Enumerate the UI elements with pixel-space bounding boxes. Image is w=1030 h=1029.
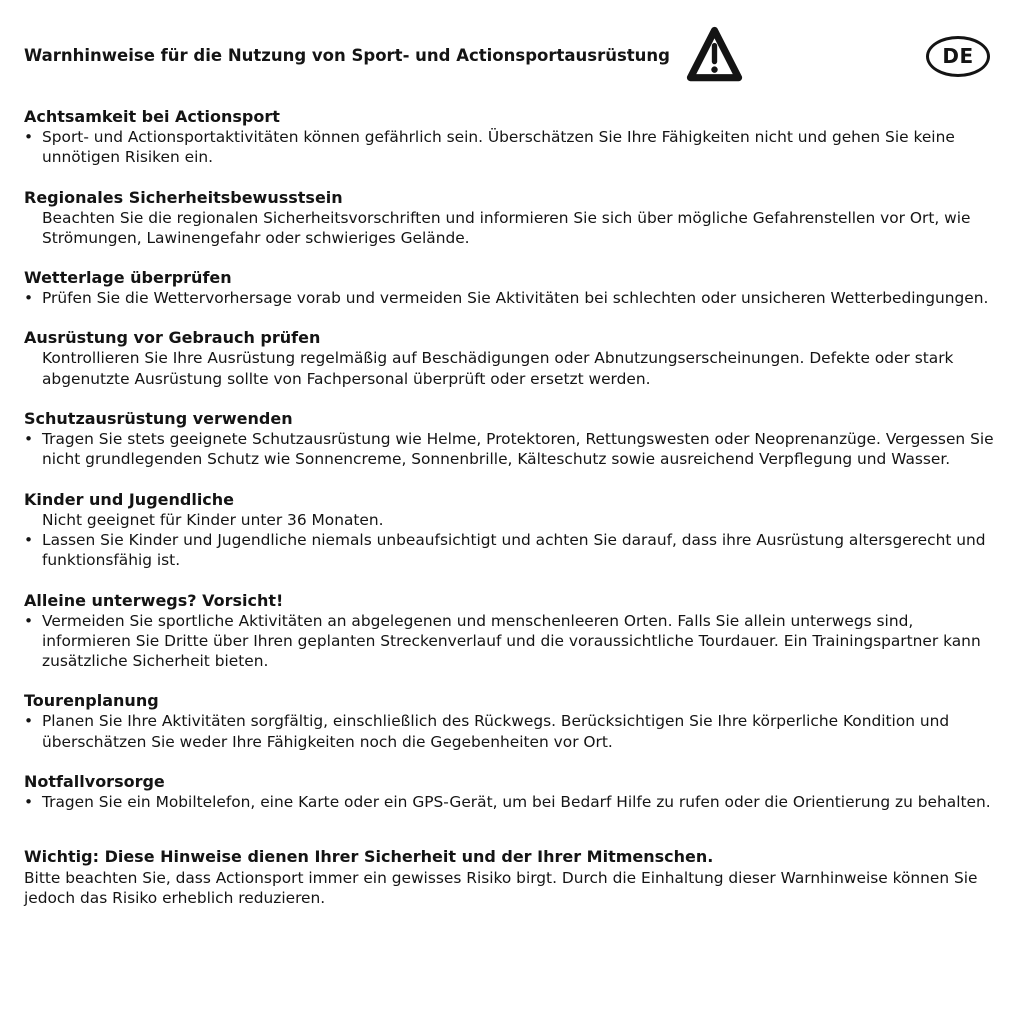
section-tourenplanung <box>24 691 994 752</box>
section-heading: Kinder und Jugendliche <box>24 489 235 509</box>
footer-text: Bitte beachten Sie, dass Actionsport immer ein gewisses Risiko birgt. Durch die Einhaltung dieser Warnhinweise können Sie jedoch das Risiko erheblich reduzieren. <box>24 868 978 907</box>
list-item <box>24 208 994 249</box>
section-ausruestung-pruefen <box>24 328 994 389</box>
section-heading: Regionales Sicherheitsbewusstsein <box>24 187 343 207</box>
bullet-icon: • <box>24 793 34 812</box>
warnings-body <box>24 107 994 812</box>
section-heading: Achtsamkeit bei Actionsport <box>24 107 280 126</box>
section-achtsamkeit <box>24 107 994 168</box>
section-notfallvorsorge <box>24 772 994 812</box>
bullet-icon: • <box>24 530 34 549</box>
list-item <box>24 510 994 530</box>
section-heading: Notfallvorsorge <box>24 772 165 792</box>
section-wetterlage <box>24 268 994 308</box>
list-item <box>24 530 994 571</box>
item-text: Prüfen Sie die Wettervorhersage vorab und vermeiden Sie Aktivitäten bei schlechten oder unsicheren Wetterbedingungen. <box>42 289 989 308</box>
section-heading: Ausrüstung vor Gebrauch prüfen <box>24 328 321 348</box>
section-alleine-unterwegs <box>24 591 994 672</box>
list-item <box>24 348 994 389</box>
bullet-icon: • <box>24 128 34 146</box>
item-text: Tragen Sie ein Mobiltelefon, eine Karte oder ein GPS-Gerät, um bei Bedarf Hilfe zu rufen oder die Orientierung zu behalten. <box>42 793 991 812</box>
item-text: Vermeiden Sie sportliche Aktivitäten an abgelegenen und menschenleeren Orten. Falls Sie allein unterwegs sind, informieren Sie Dritte über Ihren geplanten Streckenverlauf und die voraussichtliche Tourdauer. Ein Trainingspartner kann zusätzliche Sicherheit bieten. <box>42 611 981 671</box>
item-text: Tragen Sie stets geeignete Schutzausrüstung wie Helme, Protektoren, Rettungswesten oder Neoprenanzüge. Vergessen Sie nicht grundlegenden Schutz wie Sonnencreme, Sonnenbrille, Kälteschutz sowie ausreichend Verpflegung und Wasser. <box>42 430 994 469</box>
item-text: Beachten Sie die regionalen Sicherheitsvorschriften und informieren Sie sich über mögliche Gefahrenstellen vor Ort, wie Strömungen, Lawinengefahr oder schwieriges Gelände. <box>42 208 971 247</box>
language-badge-label: DE <box>942 44 974 68</box>
list-item <box>24 792 994 812</box>
section-regionales-sicherheitsbewusstsein <box>24 188 994 249</box>
bullet-icon: • <box>24 712 34 731</box>
list-item <box>24 127 994 168</box>
document-header <box>24 0 994 87</box>
page-title: Warnhinweise für die Nutzung von Sport- und Actionsportausrüstung <box>24 46 670 65</box>
item-text: Planen Sie Ihre Aktivitäten sorgfältig, einschließlich des Rückwegs. Berücksichtigen Sie Ihre körperliche Kondition und überschätzen Sie weder Ihre Fähigkeiten noch die Gegebenheiten vor Ort. <box>42 712 950 751</box>
section-heading: Wetterlage überprüfen <box>24 268 232 288</box>
item-text: Lassen Sie Kinder und Jugendliche niemals unbeaufsichtigt und achten Sie darauf, dass ihre Ausrüstung altersgerecht und funktionsfähig ist. <box>42 530 986 570</box>
list-item <box>24 288 994 308</box>
document-footer <box>24 847 994 908</box>
item-text: Nicht geeignet für Kinder unter 36 Monaten. <box>42 510 384 529</box>
list-item <box>24 611 994 672</box>
section-heading: Alleine unterwegs? Vorsicht! <box>24 590 284 610</box>
section-heading: Tourenplanung <box>24 691 159 711</box>
item-text: Kontrollieren Sie Ihre Ausrüstung regelmäßig auf Beschädigungen oder Abnutzungserscheinungen. Defekte oder stark abgenutzte Ausrüstung sollte von Fachpersonal überprüft oder ersetzt werden. <box>42 349 954 388</box>
bullet-icon: • <box>24 611 34 630</box>
bullet-icon: • <box>24 430 34 449</box>
list-item <box>24 429 994 470</box>
section-schutzausruestung <box>24 409 994 470</box>
section-kinder-jugendliche <box>24 490 994 571</box>
item-text: Sport- und Actionsportaktivitäten können gefährlich sein. Überschätzen Sie Ihre Fähigkeiten nicht und gehen Sie keine unnötigen Risiken ein. <box>42 128 955 167</box>
list-item <box>24 711 994 752</box>
bullet-icon: • <box>24 289 34 308</box>
language-badge <box>926 36 990 77</box>
footer-heading: Wichtig: Diese Hinweise dienen Ihrer Sicherheit und der Ihrer Mitmenschen. <box>24 847 714 867</box>
section-heading: Schutzausrüstung verwenden <box>24 409 293 429</box>
warning-triangle-icon <box>686 23 743 90</box>
